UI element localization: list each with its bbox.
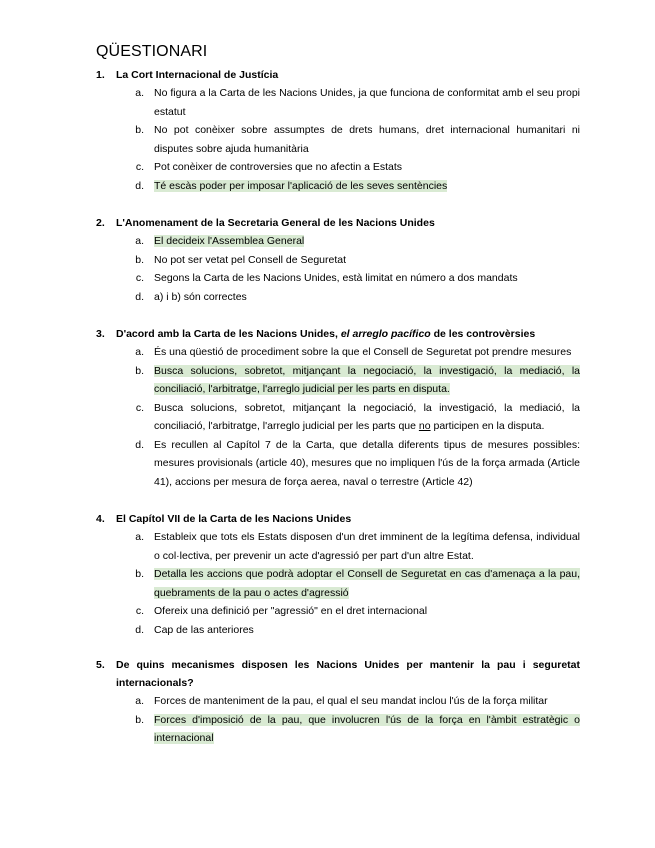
option-a[interactable] — [96, 232, 580, 251]
option-text: No pot conèixer sobre assumptes de drets humans, dret internacional humanitari ni disputes sobre ajuda humanitària — [154, 124, 580, 155]
option-letter: d. — [135, 290, 144, 303]
option-text: És una qüestió de procediment sobre la que el Consell de Seguretat pot prendre mesures — [154, 346, 572, 358]
question-number: 4. — [96, 513, 105, 525]
option-letter: c. — [135, 401, 144, 414]
options-list — [96, 343, 580, 491]
question-heading — [96, 656, 580, 692]
question-4 — [96, 510, 580, 639]
option-d[interactable] — [96, 177, 580, 196]
page-title: QÜESTIONARI — [96, 43, 208, 60]
option-text: Segons la Carta de les Nacions Unides, està limitat en número a dos mandats — [154, 272, 518, 284]
option-text-highlighted: Detalla les accions que podrà adoptar el Consell de Seguretat en cas d'amenaça a la pau, quebraments de la pau o actes d'agressió — [154, 568, 580, 599]
question-heading — [96, 325, 580, 343]
options-list — [96, 232, 580, 306]
option-text-part: participen en la disputa. — [430, 420, 545, 432]
question-number: 2. — [96, 217, 105, 229]
option-b[interactable] — [96, 251, 580, 270]
option-letter: a. — [135, 346, 144, 358]
options-list — [96, 528, 580, 639]
option-letter: c. — [135, 272, 144, 284]
option-text: Es recullen al Capítol 7 de la Carta, que detalla diferents tipus de mesures possibles: mesures provisionals (article 40), mesures que no impliquen l'ús de la força armada (Article 41), accions per mesura de força aerea, naval o terrestre (Article 42) — [154, 438, 580, 488]
question-heading — [96, 510, 580, 528]
question-text: L'Anomenament de la Secretaria General de les Nacions Unides — [116, 217, 435, 229]
option-text: No pot ser vetat pel Consell de Seguretat — [154, 253, 347, 266]
option-text-highlighted: Busca solucions, sobretot, mitjançant la negociació, la investigació, la mediació, la conciliació, l'arbitratge, l'arreglo judicial per les parts en disputa. — [154, 364, 580, 395]
option-letter: a. — [135, 235, 144, 247]
option-letter: b. — [135, 364, 144, 377]
option-letter: c. — [135, 161, 144, 173]
option-b[interactable] — [96, 362, 580, 399]
options-list — [96, 84, 580, 195]
option-c[interactable] — [96, 399, 580, 436]
question-number: 1. — [96, 69, 105, 81]
question-heading — [96, 66, 580, 84]
option-text: Cap de las anteriores — [154, 623, 254, 636]
question-1 — [96, 66, 580, 195]
option-letter: c. — [135, 605, 144, 617]
option-d[interactable] — [96, 436, 580, 492]
option-letter: b. — [135, 124, 144, 136]
option-text: Ofereix una definició per "agressió" en el dret internacional — [154, 605, 428, 617]
option-text: Estableix que tots els Estats disposen d'un dret imminent de la legítima defensa, individual o col·lectiva, per prevenir un acte d'agressió per part d'un altre Estat. — [154, 531, 580, 562]
question-text-italic: el arreglo pacífico — [340, 328, 431, 340]
options-list — [96, 692, 580, 748]
question-text: El Capítol VII de la Carta de les Nacions Unides — [116, 513, 352, 525]
option-b[interactable] — [96, 565, 580, 602]
option-b[interactable] — [96, 121, 580, 158]
option-letter: b. — [135, 713, 144, 726]
option-text: No figura a la Carta de les Nacions Unides, ja que funciona de conformitat amb el seu propi estatut — [154, 87, 580, 118]
option-c[interactable] — [96, 269, 580, 288]
option-text — [154, 399, 580, 436]
option-text-highlighted: Forces d'imposició de la pau, que involucren l'ús de la força en l'àmbit estratègic o internacional — [154, 713, 580, 744]
option-d[interactable] — [96, 621, 580, 640]
option-text: Forces de manteniment de la pau, el qual el seu mandat inclou l'ús de la força militar — [154, 695, 548, 707]
question-text-part: D'acord amb la Carta de les Nacions Unides, — [116, 328, 341, 340]
option-text: a) i b) són correctes — [154, 290, 247, 303]
option-a[interactable] — [96, 692, 580, 711]
option-d[interactable] — [96, 288, 580, 307]
option-letter: a. — [135, 531, 144, 543]
option-letter: d. — [135, 623, 144, 636]
option-letter: b. — [135, 568, 144, 580]
option-letter: d. — [135, 438, 144, 451]
option-a[interactable] — [96, 343, 580, 362]
question-text-part: de les controvèrsies — [430, 328, 536, 340]
option-b[interactable] — [96, 711, 580, 748]
option-letter: a. — [135, 87, 144, 99]
question-text — [116, 325, 580, 343]
option-a[interactable] — [96, 84, 580, 121]
option-letter: a. — [135, 695, 144, 707]
option-c[interactable] — [96, 158, 580, 177]
option-text-highlighted: Té escàs poder per imposar l'aplicació de les seves sentències — [154, 179, 448, 192]
option-text-part: Busca solucions, sobretot, mitjançant la negociació, la investigació, la mediació, la conciliació, l'arbitratge, l'arreglo judicial per les parts que — [154, 401, 580, 432]
option-letter: d. — [135, 179, 144, 192]
question-heading — [96, 214, 580, 232]
option-text-highlighted: El decideix l'Assemblea General — [154, 235, 305, 247]
option-c[interactable] — [96, 602, 580, 621]
option-text: Pot conèixer de controversies que no afectin a Estats — [154, 161, 403, 173]
option-letter: b. — [135, 253, 144, 266]
option-a[interactable] — [96, 528, 580, 565]
question-2 — [96, 214, 580, 306]
question-text: De quins mecanismes disposen les Nacions Unides per mantenir la pau i seguretat internacionals? — [116, 659, 580, 689]
question-3 — [96, 325, 580, 491]
question-number: 3. — [96, 328, 105, 340]
question-number: 5. — [96, 659, 105, 671]
option-text-underlined: no — [418, 420, 431, 432]
question-text: La Cort Internacional de Justícia — [116, 69, 279, 81]
question-5 — [96, 656, 580, 748]
